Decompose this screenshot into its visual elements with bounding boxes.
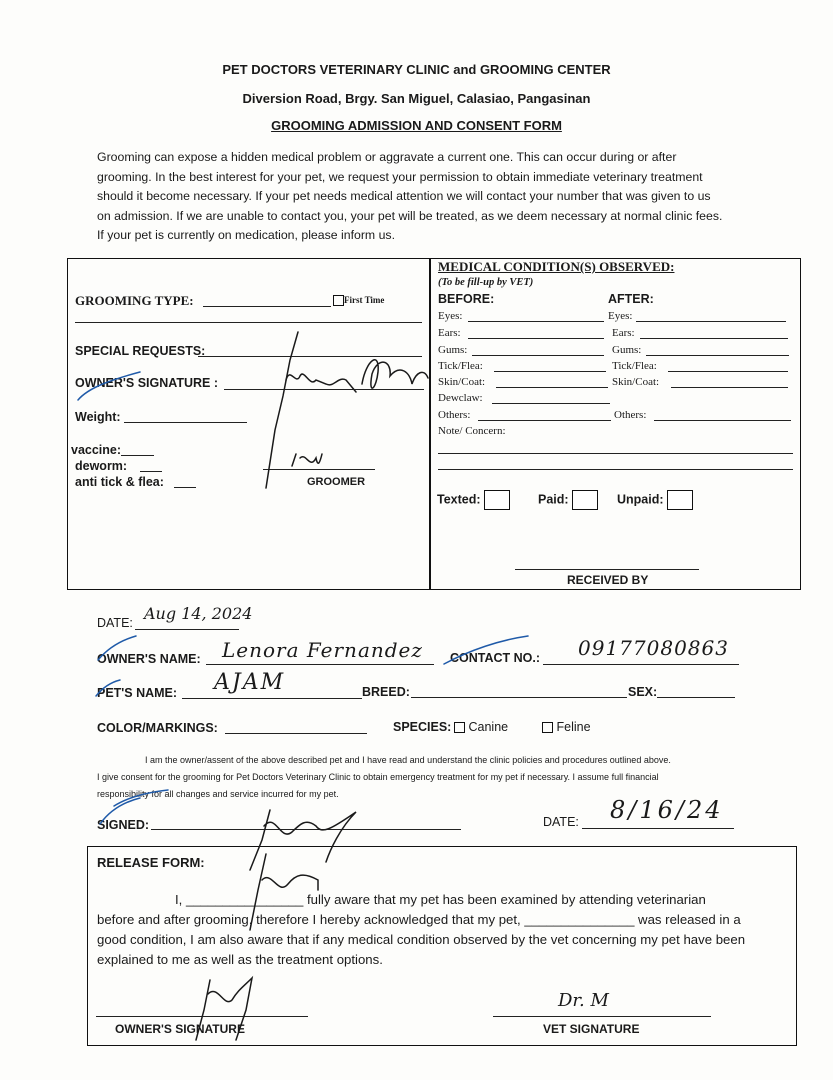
owner-name-handwritten: Lenora Fernandez (222, 638, 423, 662)
consent-line: I give consent for the grooming for Pet Doctors Veterinary Clinic to obtain emergency treatment for my pet if necessary. I assume full financial (97, 772, 659, 782)
contact-check-mark (444, 636, 528, 664)
paid-label: Paid: (538, 492, 569, 507)
consent-check-mark (114, 790, 168, 806)
intro-line: If your pet is currently on medication, please inform us. (97, 228, 395, 242)
date-handwritten: Aug 14, 2024 (144, 604, 253, 623)
contact-handwritten: 09177080863 (578, 636, 729, 660)
release-owner-signature-label: OWNER'S SIGNATURE (115, 1022, 245, 1036)
note-label: Note/ Concern: (438, 425, 506, 437)
vet-initials: Dr. M (558, 990, 609, 1011)
clinic-address: Diversion Road, Brgy. San Miguel, Calasiao, Pangasinan (242, 91, 591, 106)
color-label: COLOR/MARKINGS: (97, 721, 218, 735)
date-label: DATE: (97, 616, 133, 630)
after-item-label: Tick/Flea: (612, 360, 657, 372)
deworm-label: deworm: (75, 459, 128, 473)
pet-name-handwritten: AJAM (214, 670, 286, 695)
consent-line: responsibility for all changes and service incurred for my pet. (97, 789, 339, 799)
release-line: good condition, I am also aware that if any medical condition observed by the vet concerning my pet have been (97, 932, 746, 947)
release-name-signature-stroke (250, 854, 318, 930)
signed-date-handwritten: 8/16/24 (610, 796, 724, 824)
texted-label: Texted: (437, 492, 481, 507)
before-item-label: Tick/Flea: (438, 360, 483, 372)
after-label: AFTER: (608, 292, 654, 306)
before-item-label: Others: (438, 409, 471, 421)
groomer-signature-stroke (292, 454, 322, 466)
before-item-label: Gums: (438, 344, 468, 356)
before-item-label: Eyes: (438, 310, 463, 322)
received-by-label: RECEIVED BY (567, 573, 649, 587)
intro-line: Grooming can expose a hidden medical problem or aggravate a current one. This can occur during or after (97, 150, 677, 164)
intro-line: should it become necessary. If your pet needs medical attention we will contact your number that was given to us (97, 189, 711, 203)
feline-label: Feline (556, 720, 591, 734)
before-item-label: Dewclaw: (438, 392, 483, 404)
owner-name-check-mark (98, 636, 136, 660)
contact-label: CONTACT NO.: (450, 651, 541, 665)
owner-signature-label: OWNER'S SIGNATURE : (75, 376, 219, 390)
sex-label: SEX: (628, 685, 658, 699)
special-requests-label: SPECIAL REQUESTS: (75, 344, 206, 358)
after-item-label: Others: (614, 409, 647, 421)
release-owner-signature-stroke (196, 978, 252, 1040)
owner-name-label: OWNER'S NAME: (97, 652, 201, 666)
owner-signature-stroke (362, 360, 428, 388)
medical-title: MEDICAL CONDITION(S) OBSERVED: (438, 259, 675, 274)
vet-signature-label: VET SIGNATURE (543, 1022, 640, 1036)
signed-date-label: DATE: (543, 815, 579, 829)
after-item-label: Gums: (612, 344, 642, 356)
clinic-name: PET DOCTORS VETERINARY CLINIC and GROOMING CENTER (222, 62, 611, 77)
release-line: before and after grooming, therefore I hereby acknowledged that my pet, _______________ was released in a (97, 912, 741, 927)
unpaid-label: Unpaid: (617, 492, 664, 507)
consent-line: I am the owner/assent of the above described pet and I have read and understand the clinic policies and procedures outlined above. (145, 755, 671, 765)
signed-signature-stroke (250, 810, 356, 870)
before-item-label: Skin/Coat: (438, 376, 486, 388)
grooming-type-label: GROOMING TYPE: (75, 293, 194, 308)
intro-line: grooming. In the best interest for your pet, we request your permission to obtain immediate veterinary treatment (97, 169, 703, 184)
intro-line: on admission. If we are unable to contact you, your pet will be treated, as we deem necessary at normal clinic fees. (97, 208, 723, 223)
breed-label: BREED: (362, 685, 410, 699)
after-item-label: Skin/Coat: (612, 376, 660, 388)
pet-name-check-mark (96, 680, 120, 696)
owner-check-mark (78, 372, 140, 400)
canine-label: Canine (468, 720, 509, 734)
owner-signature-stroke (286, 374, 356, 392)
form-title: GROOMING ADMISSION AND CONSENT FORM (271, 118, 562, 133)
weight-label: Weight: (75, 410, 121, 424)
species-label: SPECIES: (393, 720, 452, 734)
groomer-label: GROOMER (307, 476, 366, 488)
anti-tick-label: anti tick & flea: (75, 475, 164, 489)
vaccine-label: vaccine: (71, 443, 122, 457)
signed-label: SIGNED: (97, 818, 150, 832)
release-line: explained to me as well as the treatment options. (97, 952, 383, 967)
release-line: I, ________________ fully aware that my pet has been examined by attending veterinarian (175, 892, 706, 907)
after-item-label: Eyes: (608, 310, 633, 322)
after-item-label: Ears: (612, 327, 635, 339)
before-item-label: Ears: (438, 327, 461, 339)
release-title: RELEASE FORM: (97, 855, 205, 870)
before-label: BEFORE: (438, 292, 495, 306)
pet-name-label: PET'S NAME: (97, 686, 178, 700)
medical-subtitle: (To be fill-up by VET) (438, 277, 534, 288)
first-time-label: First Time (344, 295, 385, 305)
